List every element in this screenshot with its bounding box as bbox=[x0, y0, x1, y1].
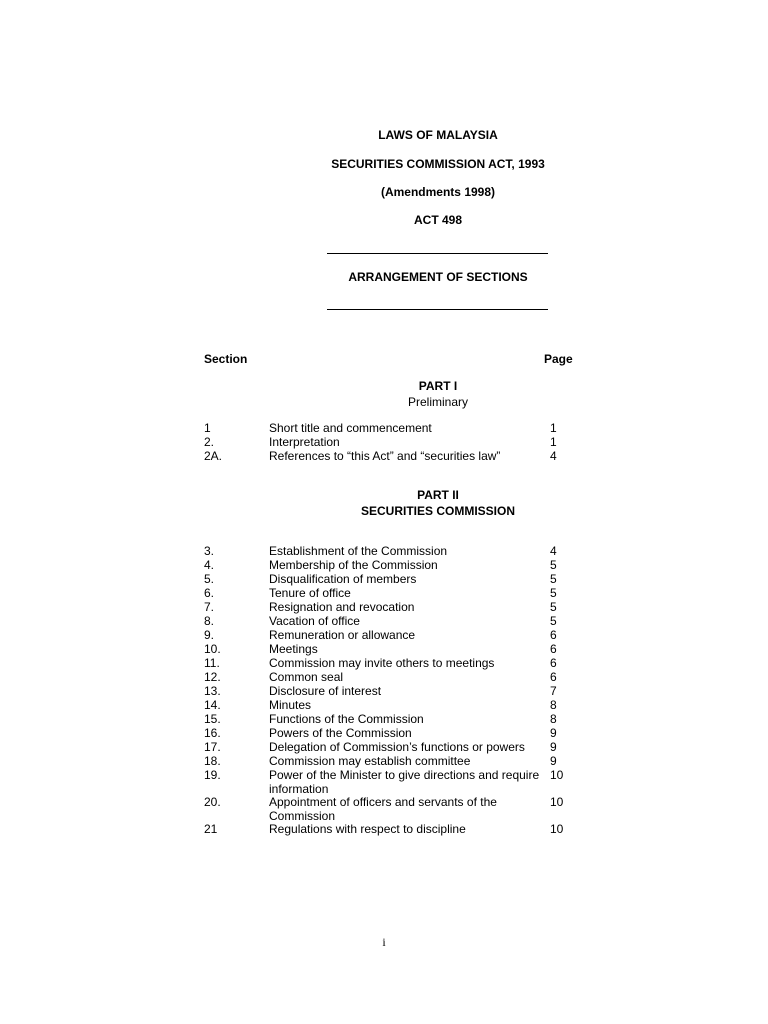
section-page: 8 bbox=[550, 698, 557, 712]
section-page: 10 bbox=[550, 768, 564, 782]
section-page: 6 bbox=[550, 670, 557, 684]
part2-title: PART II bbox=[417, 488, 459, 502]
toc-row bbox=[0, 545, 768, 559]
section-title: Short title and commencement bbox=[269, 421, 432, 435]
section-page: 6 bbox=[550, 642, 557, 656]
section-title: Common seal bbox=[269, 670, 344, 684]
toc-row bbox=[0, 601, 768, 615]
divider-bottom bbox=[327, 309, 548, 310]
section-number: 7. bbox=[204, 600, 215, 614]
section-number: 14. bbox=[204, 698, 221, 712]
section-page: 10 bbox=[550, 822, 564, 836]
section-title: Remuneration or allowance bbox=[269, 628, 416, 642]
section-number: 2A. bbox=[204, 449, 223, 463]
part1-title: PART I bbox=[418, 379, 458, 393]
divider-top bbox=[327, 253, 548, 254]
toc-row bbox=[0, 587, 768, 601]
toc-row bbox=[0, 727, 768, 741]
section-number: 10. bbox=[204, 642, 221, 656]
section-page: 5 bbox=[550, 586, 557, 600]
section-title: Powers of the Commission bbox=[269, 726, 412, 740]
section-number: 2. bbox=[204, 435, 215, 449]
section-number: 5. bbox=[204, 572, 215, 586]
section-title: References to “this Act” and “securities law” bbox=[269, 449, 501, 463]
part2-subtitle: SECURITIES COMMISSION bbox=[360, 504, 515, 518]
toc-row bbox=[0, 559, 768, 573]
section-title: Vacation of office bbox=[269, 614, 360, 628]
toc-row bbox=[0, 741, 768, 755]
laws-heading: LAWS OF MALAYSIA bbox=[378, 128, 498, 142]
section-title: Membership of the Commission bbox=[269, 558, 438, 572]
section-number: 4. bbox=[204, 558, 215, 572]
toc-row bbox=[0, 796, 768, 823]
section-page: 9 bbox=[550, 740, 557, 754]
section-title: Delegation of Commission’s functions or powers bbox=[269, 740, 525, 754]
toc-row bbox=[0, 671, 768, 685]
section-title: Commission may establish committee bbox=[269, 754, 471, 768]
toc-row bbox=[0, 573, 768, 587]
section-title: Commission may invite others to meetings bbox=[269, 656, 495, 670]
section-page: 5 bbox=[550, 572, 557, 586]
section-page: 5 bbox=[550, 614, 557, 628]
section-page: 6 bbox=[550, 656, 557, 670]
toc-row bbox=[0, 643, 768, 657]
section-page: 1 bbox=[550, 421, 557, 435]
section-page: 9 bbox=[550, 754, 557, 768]
act-title: SECURITIES COMMISSION ACT, 1993 bbox=[331, 157, 545, 171]
toc-row bbox=[0, 629, 768, 643]
section-page: 9 bbox=[550, 726, 557, 740]
section-number: 9. bbox=[204, 628, 215, 642]
toc-row bbox=[0, 615, 768, 629]
section-page: 6 bbox=[550, 628, 557, 642]
section-number: 11. bbox=[204, 656, 220, 670]
amendments-line: (Amendments 1998) bbox=[380, 185, 496, 199]
section-title: Disqualification of members bbox=[269, 572, 417, 586]
toc-row bbox=[0, 713, 768, 727]
section-title: Resignation and revocation bbox=[269, 600, 415, 614]
part1-subtitle: Preliminary bbox=[407, 395, 468, 409]
section-title: Appointment of officers and servants of the Commission bbox=[269, 795, 497, 823]
toc-row bbox=[0, 436, 768, 450]
section-page: 5 bbox=[550, 600, 557, 614]
act-number: ACT 498 bbox=[413, 213, 463, 227]
section-title: Tenure of office bbox=[269, 586, 351, 600]
section-page: 8 bbox=[550, 712, 557, 726]
toc-row bbox=[0, 657, 768, 671]
section-title: Regulations with respect to discipline bbox=[269, 822, 466, 836]
section-number: 20. bbox=[204, 795, 221, 809]
section-number: 19. bbox=[204, 768, 221, 782]
toc-row bbox=[0, 699, 768, 713]
section-title: Minutes bbox=[269, 698, 312, 712]
section-title: Functions of the Commission bbox=[269, 712, 424, 726]
section-number: 3. bbox=[204, 544, 215, 558]
section-number: 12. bbox=[204, 670, 221, 684]
section-page: 5 bbox=[550, 558, 557, 572]
section-number: 15. bbox=[204, 712, 221, 726]
section-number: 13. bbox=[204, 684, 221, 698]
section-number: 21 bbox=[204, 822, 218, 836]
arrangement-heading: ARRANGEMENT OF SECTIONS bbox=[348, 270, 528, 284]
toc-row bbox=[0, 769, 768, 796]
section-column-header: Section bbox=[204, 352, 248, 366]
section-page: 10 bbox=[550, 795, 564, 809]
section-number: 17. bbox=[204, 740, 221, 754]
section-number: 6. bbox=[204, 586, 215, 600]
section-title: Meetings bbox=[269, 642, 318, 656]
toc-row bbox=[0, 450, 768, 464]
toc-row bbox=[0, 685, 768, 699]
part2-section-list bbox=[0, 545, 768, 837]
section-number: 18. bbox=[204, 754, 221, 768]
section-number: 16. bbox=[204, 726, 221, 740]
section-page: 7 bbox=[550, 684, 557, 698]
section-title: Disclosure of interest bbox=[269, 684, 382, 698]
section-number: 1 bbox=[204, 421, 211, 435]
section-page: 4 bbox=[550, 449, 557, 463]
toc-row bbox=[0, 755, 768, 769]
toc-row bbox=[0, 422, 768, 436]
section-page: 1 bbox=[550, 435, 557, 449]
part1-section-list bbox=[0, 422, 768, 464]
section-title: Establishment of the Commission bbox=[269, 544, 448, 558]
section-number: 8. bbox=[204, 614, 215, 628]
page-column-header: Page bbox=[544, 352, 573, 366]
toc-row bbox=[0, 823, 768, 837]
section-page: 4 bbox=[550, 544, 557, 558]
page-number: i bbox=[382, 935, 386, 949]
section-title: Power of the Minister to give directions and require information bbox=[269, 768, 540, 796]
section-title: Interpretation bbox=[269, 435, 340, 449]
